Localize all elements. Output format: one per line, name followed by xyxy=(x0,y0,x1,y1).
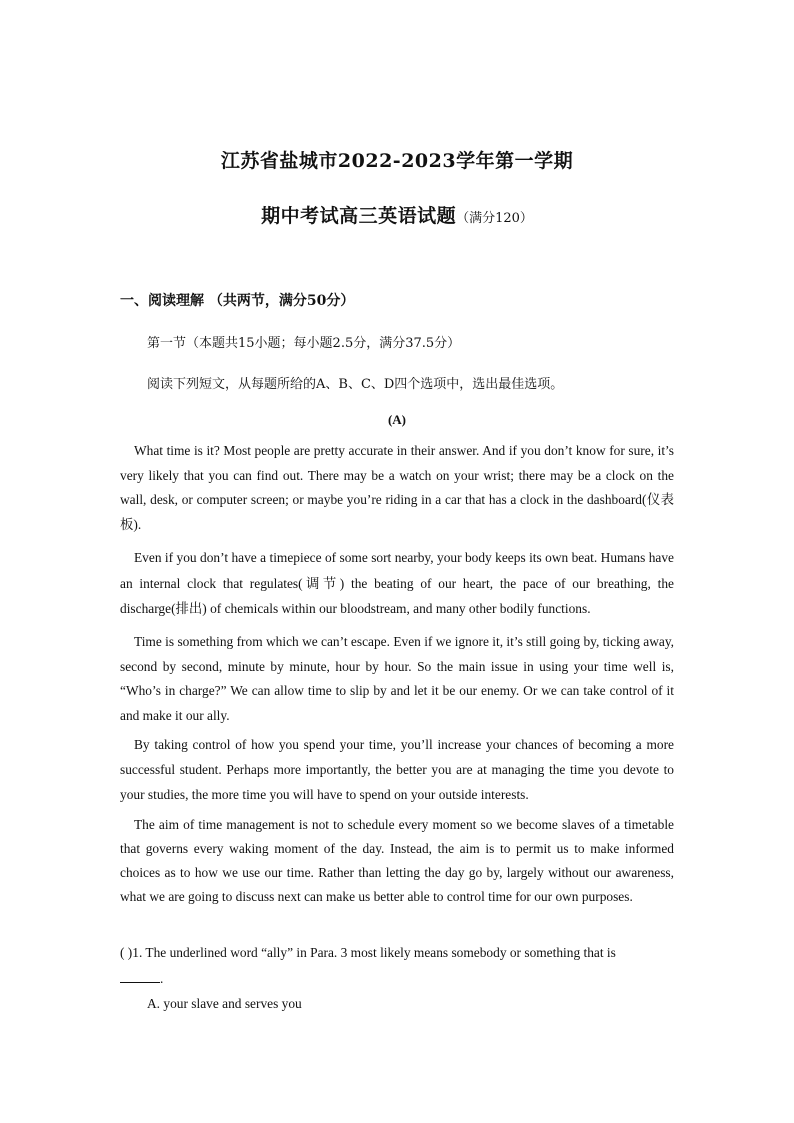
passage-paragraph-3: Time is something from which we can’t escape. Even if we ignore it, it’s still going by, ticking away, second by second, minute by minute, hour by hour. So the main issue in using your time well is, “Who’s in charge?” We can allow time to slip by and let it be our enemy. Or we can take control of it and make it our ally. xyxy=(120,634,674,723)
question-1-option-a xyxy=(147,996,302,1012)
passage-paragraph-5: The aim of time management is not to schedule every moment so we become slaves of a timetable that governs every waking moment of the day. Instead, the aim is to permit us to make informed choices as to how we use our time. Rather than letting the day go by, largely without our awareness, what we are going to discuss next can make us better able to control time for our own purposes. xyxy=(120,817,674,905)
exam-title: 江苏省盐城市2022-2023学年第一学期 xyxy=(220,150,574,172)
full-score-note: （满分120） xyxy=(456,211,533,226)
option-letter: A. xyxy=(147,996,161,1011)
section-heading: 一、阅读理解 （共两节，满分50分） xyxy=(120,293,355,309)
question-1-stem: The underlined word “ally” in Para. 3 most likely means somebody or something that is xyxy=(145,945,616,960)
question-1-tail: . xyxy=(160,971,164,986)
option-text: your slave and serves you xyxy=(163,996,302,1011)
passage-paragraph-4: By taking control of how you spend your time, you’ll increase your chances of becoming a more successful student. Perhaps more importantly, the better you are at managing the time you devote to your studies, the more time you will have to spend on your outside interests. xyxy=(120,737,674,802)
question-1 xyxy=(120,940,674,992)
answer-blank xyxy=(120,970,160,983)
part-heading: 第一节（本题共15小题；每小题2.5分，满分37.5分） xyxy=(147,336,461,351)
subtitle-main: 期中考试高三英语试题 xyxy=(261,205,457,227)
exam-subtitle xyxy=(0,201,794,228)
passage-paragraph-1: What time is it? Most people are pretty accurate in their answer. And if you don’t know for sure, it’s very likely that you can find out. There may be a watch on your wrist; there may be a clock on the wall, desk, or computer screen; or maybe you’re riding in a car that has a clock in the dashboard(仪表板). xyxy=(120,443,674,533)
passage-label: (A) xyxy=(387,412,407,427)
question-1-number: ( )1. xyxy=(120,945,146,960)
instruction-text: 阅读下列短文，从每题所给的A、B、C、D四个选项中，选出最佳选项。 xyxy=(147,377,564,392)
passage-paragraph-2: Even if you don’t have a timepiece of some sort nearby, your body keeps its own beat. Humans have an internal clock that regulates(调节) the beating of our heart, the pace of our breathing, the discharge(排出) of chemicals within our bloodstream, and many other bodily functions. xyxy=(120,550,674,616)
